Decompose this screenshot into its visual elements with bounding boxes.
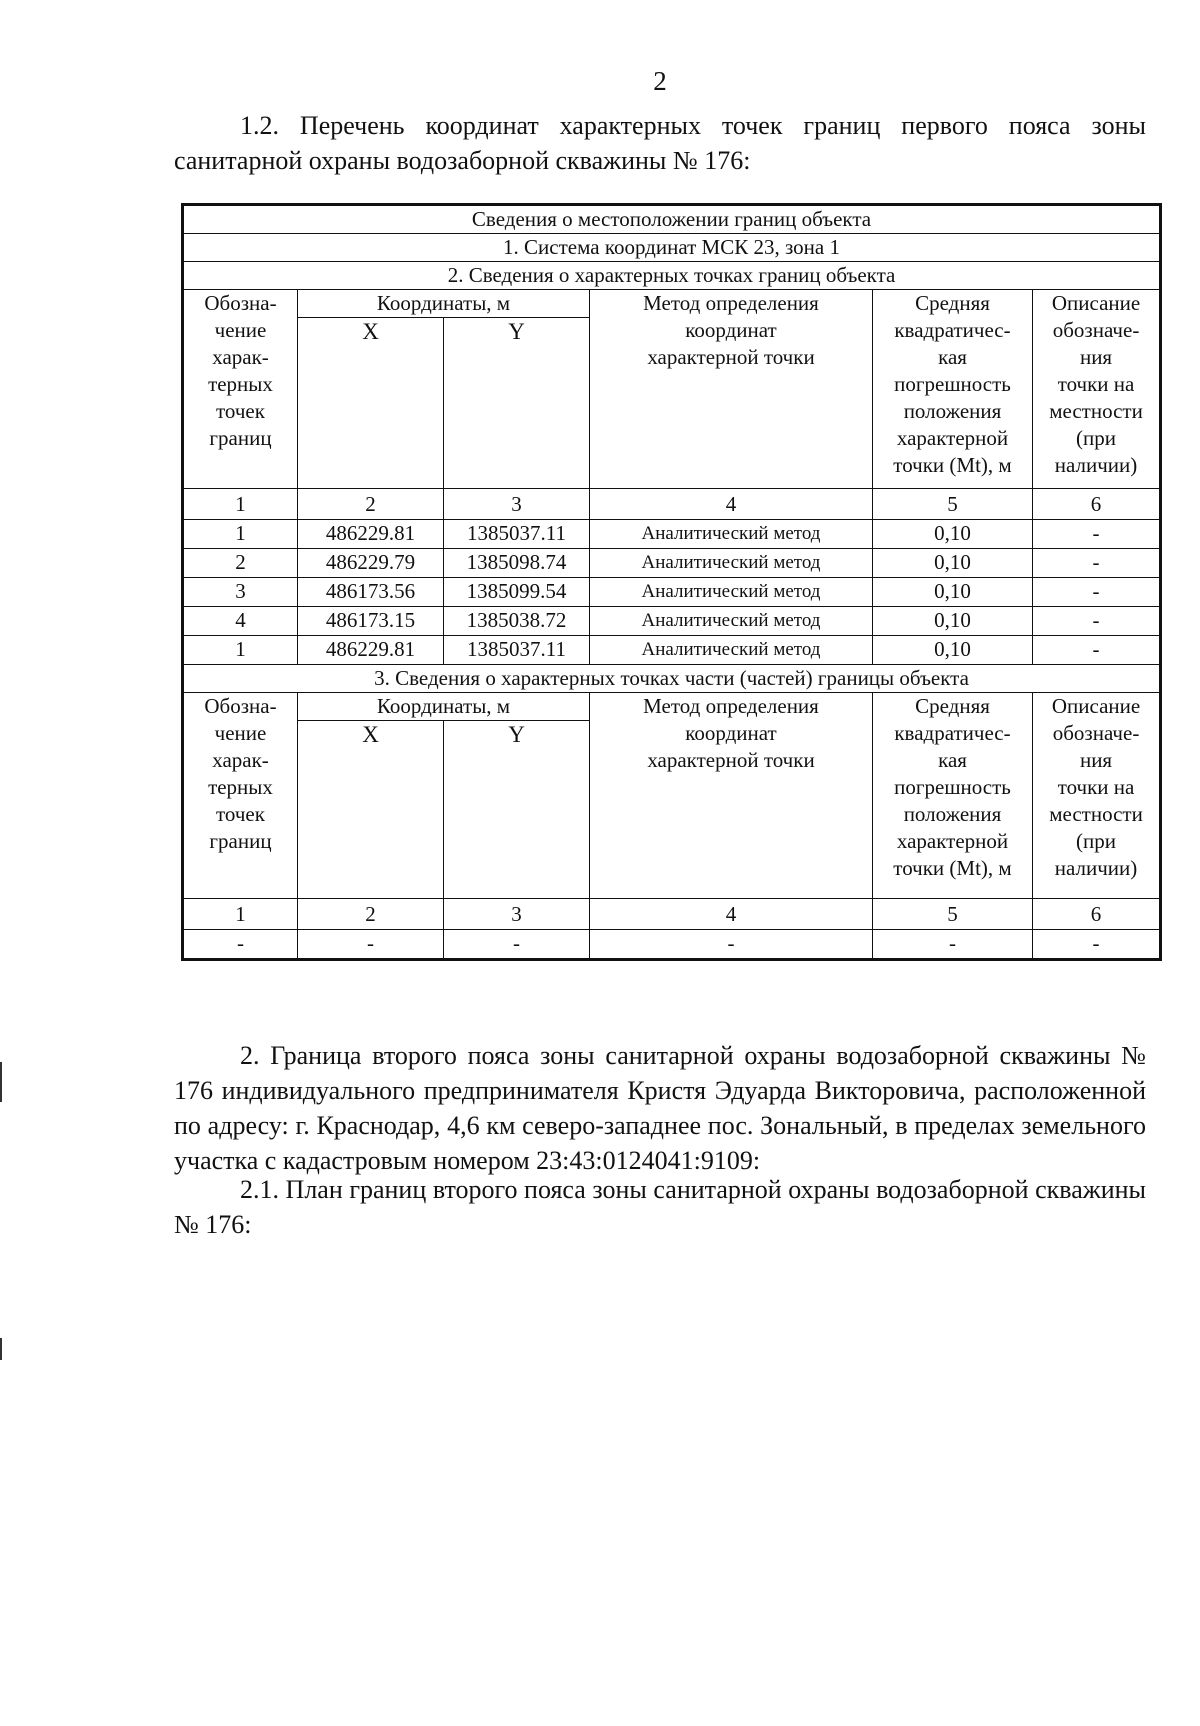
- column-number: 3: [444, 899, 590, 930]
- cell-x: 486229.81: [298, 636, 444, 665]
- cell-y: 1385037.11: [444, 636, 590, 665]
- cell-method: Аналитический метод: [590, 607, 873, 636]
- scan-margin-mark: [0, 1338, 2, 1360]
- coordinates-table: [181, 203, 1162, 961]
- section-2-paragraph: [174, 1038, 1146, 1178]
- header-method: Метод определения координат характерной точки: [590, 693, 873, 899]
- intro-text: 1.2. Перечень координат характерных точек границ первого пояса зоны санитарной охраны водозаборной скважины № 176:: [174, 111, 1146, 175]
- section-2-text: 2. Граница второго пояса зоны санитарной охраны водозаборной скважины № 176 индивидуального предпринимателя Кристя Эдуарда Викторовича, расположенной по адресу: г. Краснодар, 4,6 км северо-западнее пос. Зональный, в пределах земельного участка с кадастровым номером 23:43:0124041:9109:: [174, 1041, 1146, 1175]
- cell-x: 486229.81: [298, 520, 444, 549]
- cell-empty: -: [873, 930, 1033, 960]
- cell-empty: -: [590, 930, 873, 960]
- cell-description: -: [1033, 549, 1161, 578]
- header-designation: Обозна- чение харак- терных точек границ: [183, 693, 298, 899]
- intro-paragraph: [174, 108, 1146, 178]
- cell-y: 1385098.74: [444, 549, 590, 578]
- cell-point: 2: [183, 549, 298, 578]
- cell-point: 3: [183, 578, 298, 607]
- cell-y: 1385099.54: [444, 578, 590, 607]
- table-caption: Сведения о местоположении границ объекта: [183, 205, 1161, 234]
- cell-error: 0,10: [873, 636, 1033, 665]
- cell-error: 0,10: [873, 549, 1033, 578]
- cell-point: 1: [183, 636, 298, 665]
- column-number: 3: [444, 489, 590, 520]
- cell-x: 486229.79: [298, 549, 444, 578]
- column-number: 6: [1033, 489, 1161, 520]
- section-3-title: 3. Сведения о характерных точках части (частей) границы объекта: [183, 665, 1161, 693]
- table-row: [183, 930, 1161, 960]
- column-number: 5: [873, 489, 1033, 520]
- cell-y: 1385038.72: [444, 607, 590, 636]
- table-row: [183, 520, 1161, 549]
- cell-method: Аналитический метод: [590, 549, 873, 578]
- header-x: X: [298, 318, 444, 489]
- column-number: 4: [590, 899, 873, 930]
- header-y: Y: [444, 721, 590, 749]
- cell-empty: -: [444, 930, 590, 960]
- column-number: 2: [298, 489, 444, 520]
- cell-description: -: [1033, 636, 1161, 665]
- header-method: Метод определения координат характерной точки: [590, 290, 873, 489]
- column-number: 2: [298, 899, 444, 930]
- scan-margin-mark: [0, 1062, 2, 1102]
- cell-description: -: [1033, 520, 1161, 549]
- cell-method: Аналитический метод: [590, 520, 873, 549]
- section-2-1-text: 2.1. План границ второго пояса зоны санитарной охраны водозаборной скважины № 176:: [174, 1175, 1146, 1239]
- cell-y: 1385037.11: [444, 520, 590, 549]
- cell-empty: -: [298, 930, 444, 960]
- page-number: 2: [653, 66, 667, 96]
- cell-description: -: [1033, 607, 1161, 636]
- column-number: 6: [1033, 899, 1161, 930]
- cell-empty: -: [1033, 930, 1161, 960]
- header-description: Описание обозначе- ния точки на местности (при наличии): [1033, 693, 1161, 899]
- table-row: [183, 607, 1161, 636]
- table-row: [183, 636, 1161, 665]
- cell-point: 4: [183, 607, 298, 636]
- header-coordinates: Координаты, м: [298, 290, 590, 318]
- section-1-title: 1. Система координат МСК 23, зона 1: [183, 234, 1161, 262]
- cell-error: 0,10: [873, 520, 1033, 549]
- column-number: 1: [183, 489, 298, 520]
- cell-method: Аналитический метод: [590, 578, 873, 607]
- cell-point: 1: [183, 520, 298, 549]
- header-coordinates: Координаты, м: [298, 693, 590, 721]
- section-2-1-paragraph: [174, 1172, 1146, 1242]
- header-error: Средняя квадратичес- кая погрешность положения характерной точки (Mt), м: [873, 290, 1033, 489]
- header-designation: Обозна- чение харак- терных точек границ: [183, 290, 298, 489]
- cell-method: Аналитический метод: [590, 636, 873, 665]
- table-row: [183, 578, 1161, 607]
- cell-empty: -: [183, 930, 298, 960]
- cell-description: -: [1033, 578, 1161, 607]
- section-2-title: 2. Сведения о характерных точках границ объекта: [183, 262, 1161, 290]
- column-number: 5: [873, 899, 1033, 930]
- cell-x: 486173.56: [298, 578, 444, 607]
- table-row: [183, 549, 1161, 578]
- header-x: X: [298, 721, 444, 749]
- column-number: 4: [590, 489, 873, 520]
- header-description: Описание обозначе- ния точки на местности (при наличии): [1033, 290, 1161, 489]
- cell-error: 0,10: [873, 578, 1033, 607]
- cell-error: 0,10: [873, 607, 1033, 636]
- column-number: 1: [183, 899, 298, 930]
- cell-x: 486173.15: [298, 607, 444, 636]
- header-y: Y: [444, 318, 590, 489]
- header-error: Средняя квадратичес- кая погрешность положения характерной точки (Mt), м: [873, 693, 1033, 899]
